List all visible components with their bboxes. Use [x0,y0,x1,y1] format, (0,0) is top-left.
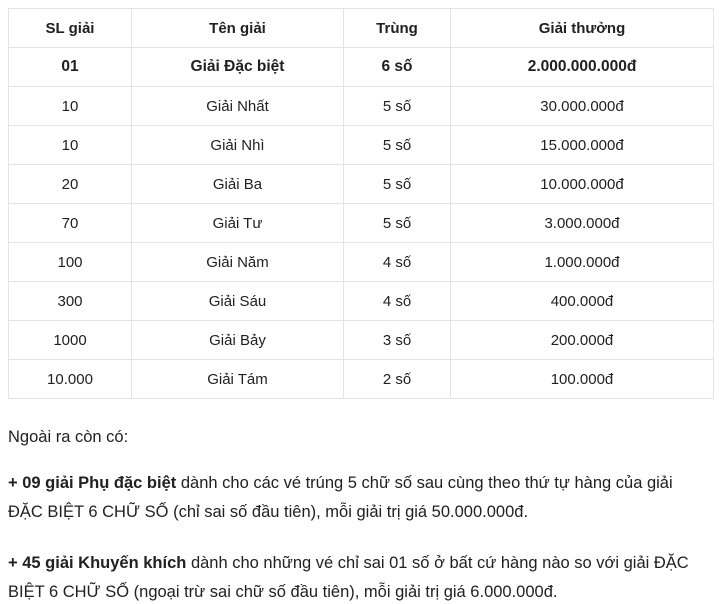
table-cell-sl: 300 [9,282,132,321]
table-cell-thuong: 30.000.000đ [451,87,714,126]
table-cell-trung: 5 số [344,126,451,165]
note-phu-dac-biet [8,469,712,527]
table-row [9,204,714,243]
notes-intro: Ngoài ra còn có: [8,428,129,446]
table-cell-sl: 20 [9,165,132,204]
table-cell-sl: 70 [9,204,132,243]
table-row [9,48,714,87]
header-ten-giai: Tên giải [132,9,344,48]
note-phu-dac-biet-title: + 09 giải Phụ đặc biệt [8,474,177,492]
table-row [9,321,714,360]
header-sl-giai: SL giải [9,9,132,48]
table-cell-sl: 10 [9,126,132,165]
table-cell-thuong: 400.000đ [451,282,714,321]
table-cell-sl: 10 [9,87,132,126]
table-row [9,243,714,282]
header-trung: Trùng [344,9,451,48]
table-cell-thuong: 1.000.000đ [451,243,714,282]
table-cell-trung: 2 số [344,360,451,399]
table-cell-ten: Giải Tư [132,204,344,243]
table-cell-sl: 01 [9,48,132,87]
table-cell-ten: Giải Tám [132,360,344,399]
table-row [9,165,714,204]
table-cell-ten: Giải Bảy [132,321,344,360]
table-cell-ten: Giải Năm [132,243,344,282]
table-row [9,360,714,399]
table-cell-sl: 1000 [9,321,132,360]
table-cell-thuong: 200.000đ [451,321,714,360]
table-cell-ten: Giải Ba [132,165,344,204]
table-row [9,87,714,126]
table-cell-ten: Giải Đặc biệt [132,48,344,87]
table-cell-ten: Giải Nhì [132,126,344,165]
table-cell-thuong: 2.000.000.000đ [451,48,714,87]
table-cell-trung: 3 số [344,321,451,360]
note-khuyen-khich [8,549,712,604]
table-cell-trung: 4 số [344,243,451,282]
table-cell-trung: 6 số [344,48,451,87]
notes-section [8,427,712,604]
table-row [9,126,714,165]
table-cell-trung: 5 số [344,204,451,243]
table-cell-sl: 100 [9,243,132,282]
table-cell-trung: 5 số [344,165,451,204]
prize-table-body [9,48,714,399]
prize-table [8,8,714,399]
table-cell-thuong: 15.000.000đ [451,126,714,165]
table-cell-trung: 5 số [344,87,451,126]
table-cell-ten: Giải Nhất [132,87,344,126]
table-cell-ten: Giải Sáu [132,282,344,321]
note-khuyen-khich-text: dành cho những vé chỉ sai 01 số ở bất cứ hàng nào so với giải ĐẶC BIỆT 6 CHỮ SỐ (ngoại trừ sai chữ số đầu tiên), mỗi giải trị giá 6.000.000đ. [8,554,689,601]
note-phu-dac-biet-text: dành cho các vé trúng 5 chữ số sau cùng theo thứ tự hàng của giải ĐẶC BIỆT 6 CHỮ SỐ (chỉ sai số đầu tiên), mỗi giải trị giá 50.000.000đ. [8,474,673,521]
table-cell-thuong: 3.000.000đ [451,204,714,243]
table-cell-sl: 10.000 [9,360,132,399]
table-cell-trung: 4 số [344,282,451,321]
table-cell-thuong: 100.000đ [451,360,714,399]
table-row [9,282,714,321]
table-cell-thuong: 10.000.000đ [451,165,714,204]
table-header-row [9,9,714,48]
note-khuyen-khich-title: + 45 giải Khuyến khích [8,554,187,572]
header-giai-thuong: Giải thưởng [451,9,714,48]
